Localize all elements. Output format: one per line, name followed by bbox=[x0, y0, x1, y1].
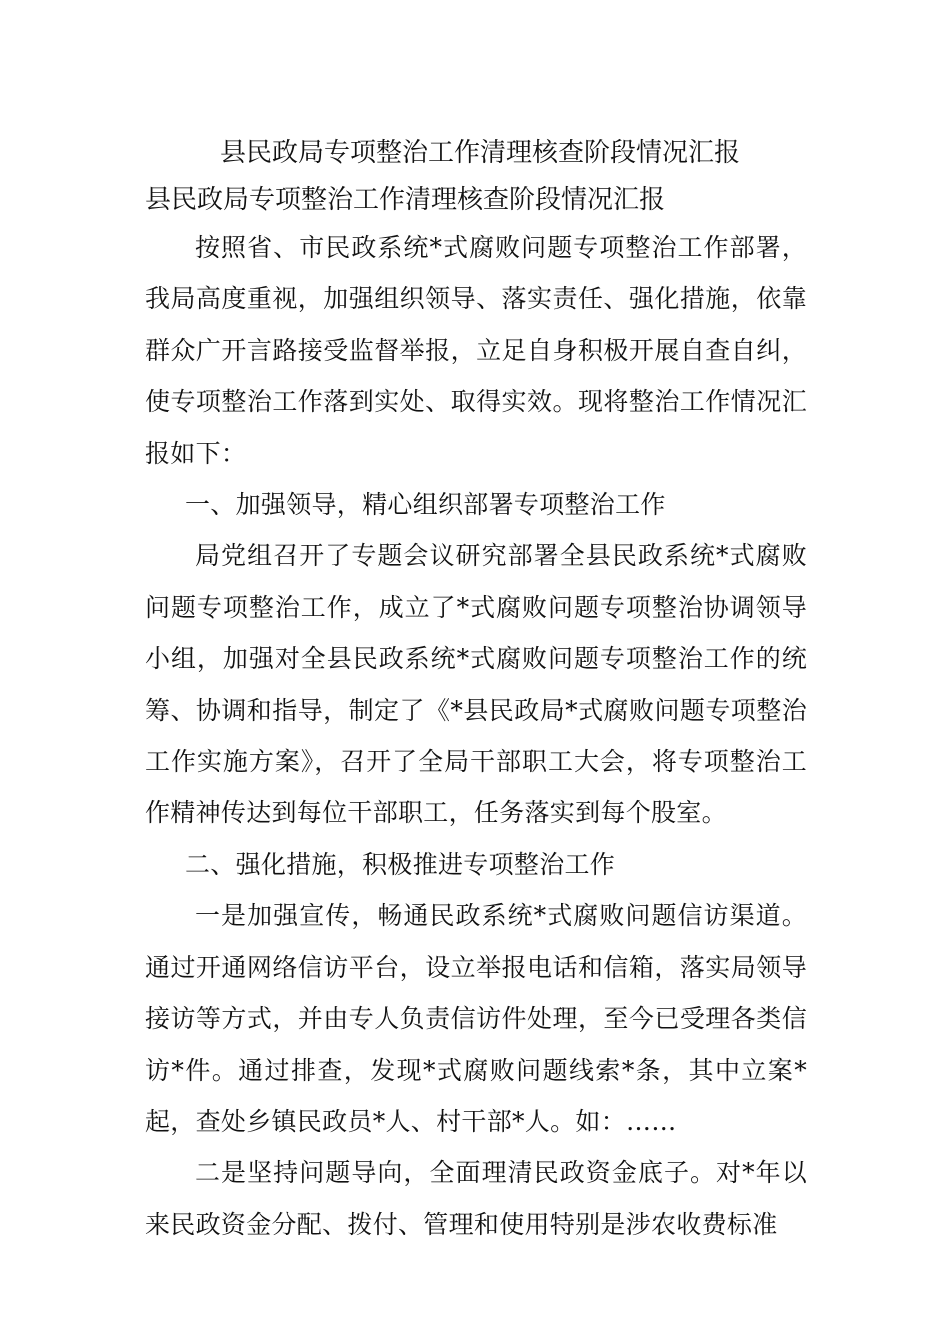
section-heading-1: 一、加强领导，精心组织部署专项整治工作 bbox=[185, 490, 666, 520]
section-2-paragraph-2: 二是坚持问题导向，全面理清民政资金底子。对*年以来民政资金分配、拨付、管理和使用特别是涉农收费标准 bbox=[145, 1158, 807, 1239]
intro-paragraph: 按照省、市民政系统*式腐败问题专项整治工作部署，我局高度重视，加强组织领导、落实责任、强化措施，依靠群众广开言路接受监督举报，立足自身积极开展自查自纠，使专项整治工作落到实处、取得实效。现将整治工作情况汇报如下： bbox=[145, 233, 807, 468]
section-heading-2: 二、强化措施，积极推进专项整治工作 bbox=[185, 849, 616, 879]
section-2-paragraph-1: 一是加强宣传，畅通民政系统*式腐败问题信访渠道。通过开通网络信访平台，设立举报电话和信箱，落实局领导接访等方式，并由专人负责信访件处理，至今已受理各类信访*件。通过排查，发现*式腐败问题线索*条，其中立案*起，查处乡镇民政员*人、村干部*人。如：…… bbox=[145, 901, 807, 1136]
document-body bbox=[145, 222, 807, 1250]
document-subtitle: 县民政局专项整治工作清理核查阶段情况汇报 bbox=[145, 185, 666, 215]
document-title: 县民政局专项整治工作清理核查阶段情况汇报 bbox=[220, 138, 741, 168]
section-1-paragraph: 局党组召开了专题会议研究部署全县民政系统*式腐败问题专项整治工作，成立了*式腐败问题专项整治协调领导小组，加强对全县民政系统*式腐败问题专项整治工作的统筹、协调和指导，制定了《*县民政局*式腐败问题专项整治工作实施方案》，召开了全局干部职工大会，将专项整治工作精神传达到每位干部职工，任务落实到每个股室。 bbox=[145, 541, 807, 828]
